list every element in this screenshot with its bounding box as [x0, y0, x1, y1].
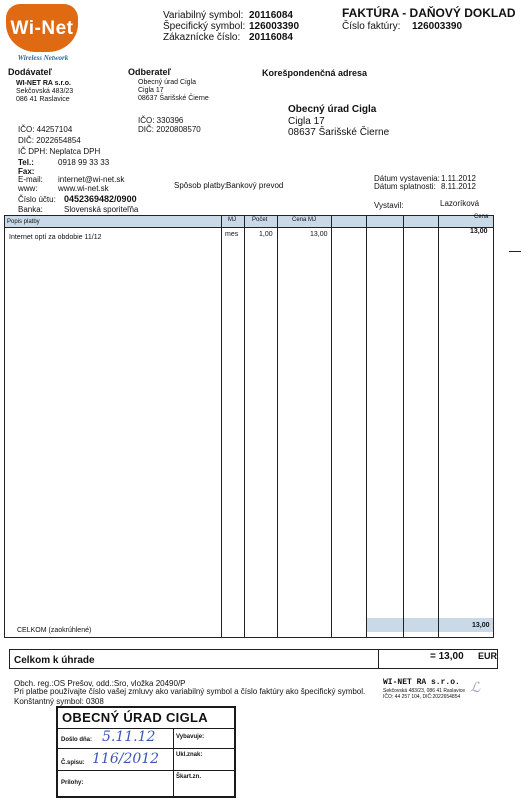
- table-right-border: [493, 215, 494, 638]
- customer-name: Obecný úrad Cigla: [138, 79, 196, 86]
- due-date-label: Dátum splatnosti:: [374, 182, 436, 191]
- col-header-qty: Počet: [252, 217, 268, 223]
- footer-note: Pri platbe používajte číslo vašej zmluvy ako variabilný symbol a číslo faktúry ako špecifický symbol.: [14, 687, 366, 696]
- issuer-value: Lazoríková: [440, 199, 480, 208]
- column-divider-unit: [221, 215, 222, 638]
- col-header-unit-price: Cena MJ: [292, 217, 317, 223]
- row-unit: mes: [225, 231, 239, 238]
- specific-symbol-label: Špecifický symbol:: [163, 21, 246, 32]
- customer-number-value: 20116084: [249, 32, 293, 43]
- row-qty: 1,00: [259, 231, 273, 238]
- column-divider-price: [438, 215, 439, 638]
- col-header-price: Cena: [474, 214, 489, 220]
- table-left-border: [4, 215, 5, 638]
- footer-constant-symbol: Konštantný symbol: 0308: [14, 697, 104, 706]
- due-date-value: 8.11.2012: [441, 182, 476, 191]
- logo-subtitle: Wireless Network: [17, 54, 69, 62]
- stamp-attachments-label: Prílohy:: [61, 780, 84, 786]
- company-logo: [6, 4, 78, 66]
- specific-symbol-value: 126003390: [249, 21, 300, 32]
- row-description: Internet optí za obdobie 11/12: [9, 234, 102, 241]
- issuer-label: Vystavil:: [374, 201, 404, 210]
- supplier-street: Sekčovská 483/23: [16, 88, 74, 95]
- column-divider-empty-1: [331, 215, 332, 638]
- supplier-tel-label: Tel.:: [18, 158, 34, 167]
- customer-number-label: Zákaznícke číslo:: [163, 32, 241, 43]
- table-bottom-border: [4, 637, 494, 638]
- stamp-retention-label: Škart.zn.: [176, 774, 202, 780]
- customer-dic: DIČ: 2020808570: [138, 125, 201, 134]
- stamp-line-2: [58, 748, 234, 749]
- company-stamp-ids: IČO: 44 257 104, DIČ:2022654854: [383, 694, 461, 700]
- supplier-city: 086 41 Raslavice: [16, 96, 70, 103]
- supplier-bank-label: Banka:: [18, 205, 43, 214]
- col-header-description: Popis platby: [7, 219, 40, 225]
- issue-date-value: 1.11.2012: [441, 174, 476, 183]
- row-price: 13,00: [470, 228, 488, 235]
- supplier-email-label: E-mail:: [18, 175, 43, 184]
- column-divider-qty: [244, 215, 245, 638]
- customer-city: 08637 Šarišské Čierne: [138, 95, 209, 102]
- stamp-received-value: 5.11.12: [102, 729, 156, 745]
- payment-method-label: Spôsob platby:: [174, 181, 227, 190]
- total-label: CELKOM (zaokrúhlené): [17, 627, 92, 634]
- stamp-line-3: [58, 770, 234, 771]
- signature: ℒ: [470, 680, 481, 696]
- stamp-received-label: Došlo dňa:: [61, 737, 92, 743]
- logo-word: Wi-Net: [10, 18, 74, 39]
- company-stamp-address: Sekčovská 483/23, 086 41 Raslavice: [383, 688, 465, 694]
- stamp-title: OBECNÝ ÚRAD CIGLA: [62, 710, 208, 725]
- customer-ico: IČO: 330396: [138, 116, 184, 125]
- summary-left-border: [9, 649, 10, 669]
- footer-register: Obch. reg.:OS Prešov, odd.:Sro, vložka 20490/P: [14, 679, 186, 688]
- supplier-bank-value: Slovenská sporiteľňa: [64, 205, 139, 214]
- customer-heading: Odberateľ: [128, 67, 171, 77]
- correspondence-city: 08637 Šarišské Čierne: [288, 127, 390, 138]
- supplier-name: WI-NET RA s.r.o.: [16, 80, 71, 87]
- supplier-tel-value: 0918 99 33 33: [58, 158, 110, 167]
- supplier-dic: DIČ: 2022654854: [18, 136, 81, 145]
- row-unit-price: 13,00: [310, 231, 328, 238]
- issue-date-label: Dátum vystavenia:: [374, 174, 440, 183]
- payment-method-value: Bankový prevod: [226, 181, 284, 190]
- summary-top-border: [9, 649, 498, 650]
- company-stamp-name: WI-NET RA s.r.o.: [383, 678, 460, 687]
- invoice-title: FAKTÚRA - DAŇOVÝ DOKLAD: [342, 6, 516, 20]
- col-header-unit: MJ: [228, 217, 236, 223]
- invoice-number-label: Číslo faktúry:: [342, 21, 401, 32]
- column-divider-empty-2: [366, 215, 367, 638]
- supplier-fax-label: Fax:: [18, 167, 35, 176]
- variable-symbol-value: 20116084: [249, 10, 293, 21]
- supplier-account-label: Číslo účtu:: [18, 195, 56, 204]
- column-divider-empty-3: [403, 215, 404, 638]
- total-value: 13,00: [472, 622, 490, 629]
- supplier-www-value: www.wi-net.sk: [58, 184, 109, 193]
- correspondence-street: Cigla 17: [288, 116, 325, 127]
- customer-street: Cigla 17: [138, 87, 164, 94]
- summary-right-border: [497, 649, 498, 669]
- stamp-regnum-value: 116/2012: [92, 751, 160, 767]
- summary-divider: [378, 649, 379, 669]
- table-top-border: [4, 215, 494, 216]
- supplier-account-value: 0452369482/0900: [64, 194, 137, 204]
- summary-bottom-border: [9, 668, 498, 669]
- amount-due-value: = 13,00: [430, 651, 464, 662]
- correspondence-name: Obecný úrad Cigla: [288, 104, 377, 115]
- receipt-stamp: [56, 706, 236, 798]
- column-divider-unit-price: [277, 215, 278, 638]
- stamp-handled-label: Vybavuje:: [176, 734, 205, 740]
- stamp-divider: [173, 728, 174, 796]
- correspondence-heading: Korešpondenčná adresa: [262, 68, 368, 78]
- scan-mark: [509, 251, 521, 252]
- table-header-border: [4, 227, 494, 228]
- stamp-regnum-label: Č.spisu:: [61, 760, 85, 766]
- amount-due-currency: EUR: [478, 651, 498, 661]
- supplier-ico: IČO: 44257104: [18, 125, 73, 134]
- amount-due-label: Celkom k úhrade: [14, 655, 95, 666]
- supplier-email-value: internet@wi-net.sk: [58, 175, 125, 184]
- supplier-www-label: www:: [18, 184, 38, 193]
- invoice-number-value: 126003390: [412, 21, 463, 32]
- supplier-icdph: IČ DPH: Neplatca DPH: [18, 147, 101, 156]
- variable-symbol-label: Variabilný symbol:: [163, 10, 244, 21]
- supplier-heading: Dodávateľ: [8, 67, 52, 77]
- table-header-background: [4, 216, 493, 227]
- stamp-filing-label: Ukl.znak:: [176, 752, 203, 758]
